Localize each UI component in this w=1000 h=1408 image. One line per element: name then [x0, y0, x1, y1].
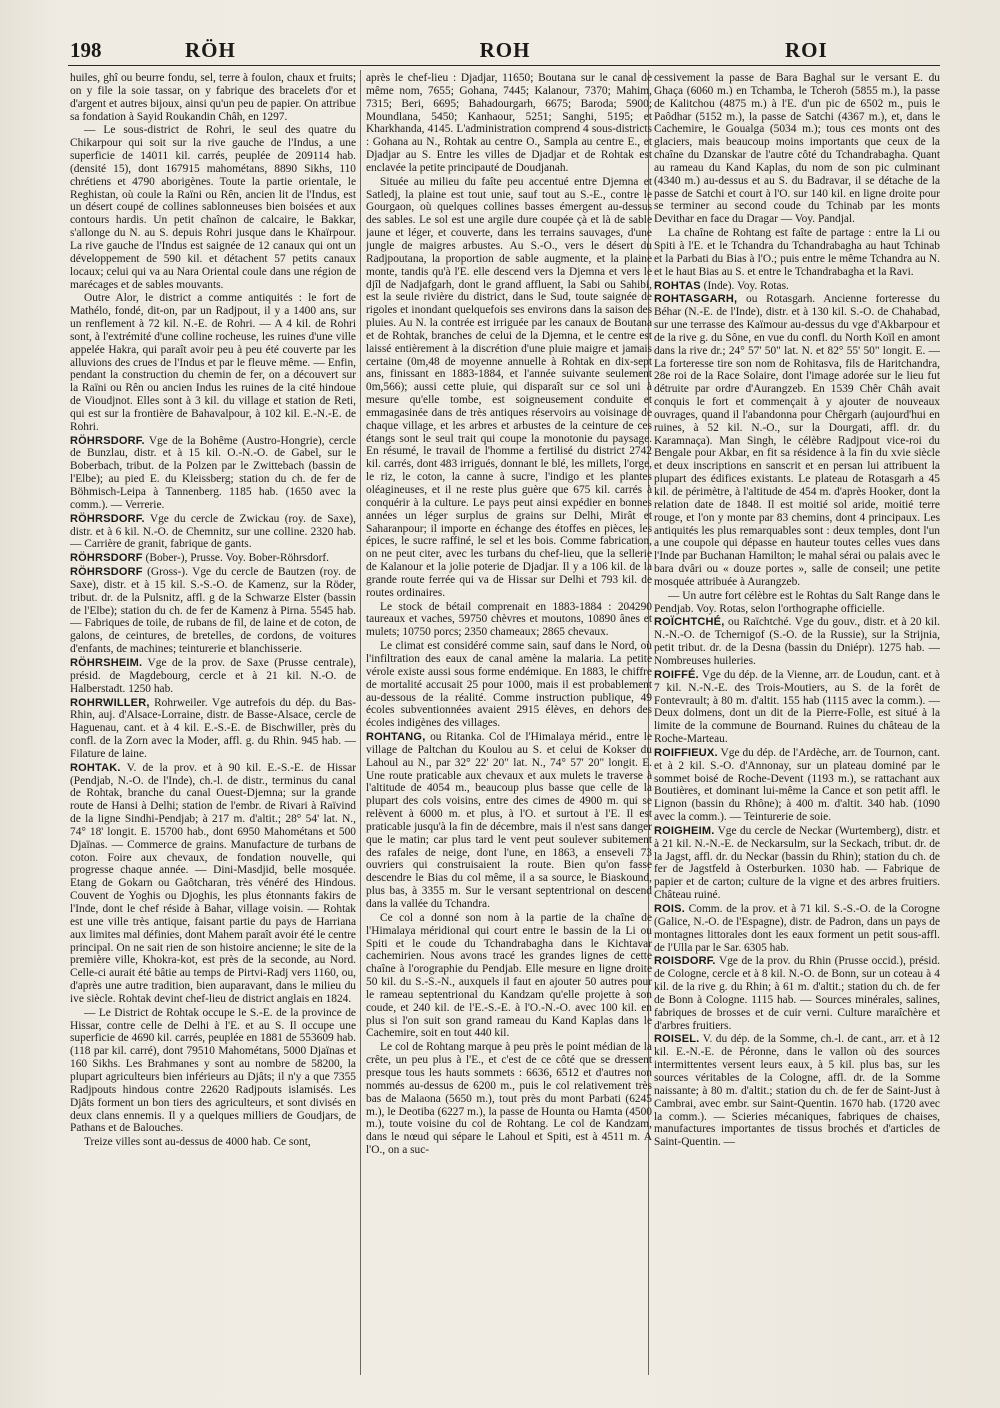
header-rule	[68, 65, 940, 66]
entry-text: Outre Alor, le district a comme antiquités : le fort de Mathélo, fondé, dit-on, par un Radjpout, il y a 1400 ans, sur un renflement à 72 kil. N.-E. de Rohri. — A 4 kil. de Rohri sont, à l'extrémité d'une colline rocheuse, les ruines d'une ville appelée Hakra, qui paraît avoir peu à peu été couverte par les alluvions des crues de l'Indus et par le fleuve même. — Enfin, pendant la construction du chemin de fer, on a découvert sur la Raïni ou Rên ou ancien Indus les ruines de la cité hindoue de Vioudjnot. Elles sont à 3 kil. du village et station de Reti, qui est sur la frontière de Bahavalpour, à 102 kil. E.-N.-E. de Rohri.	[70, 292, 356, 433]
entry-text: Située au milieu du faîte peu accentué entre Djemna et Satledj, la plaine est tout unie, sauf tout au S.-E., contre le Gourgaon, où quelques collines basses émergent au-dessus des sables. Le sol est une argile dure coupée çà et là de sable jaune et léger, et couverte, dans les terrains sauvages, d'une jungle de maigres arbustes. Au S.-O., vers le désert du Radjpoutana, la proportion de sable augmente, et la plaine monte, tandis qu'à l'E. elle descend vers la Djemna et vers le djîl de Nadjafgarh, dont le grand affluent, la Sabi ou Sahibi, est la seule rivière du district, dans le Sud, toute saignée de rigoles et inondant quelquefois ses environs dans la saison des pluies. Au N. la contrée est irriguée par les canaux de Boutana et de Rohtak, branches de celui de la Djemna, et le centre est laissé entièrement à la discrétion d'une pluie maigre et jamais certaine (0m,48 de moyenne annuelle à Rohtak en dix-sept ans, finissant en 1883-1884, et l'année suivante seulement 0m,566); aussi cette pluie, qui disparaît sur ce sol uni à mesure qu'elle tombe, est soigneusement conduite et emmagasinée dans de très antiques réservoirs au voisinage de chaque village, et les arbres et arbustes de la ceinture de ces étangs sont le seul trait qui coupe la monotonie du paysage. En résumé, le travail de l'homme a fertilisé du district 2742 kil. carrés, dont 483 irrigués, donnant le blé, les millets, l'orge, le riz, le coton, la canne à sucre, l'indigo et les plantes oléagineuses, et il ne reste plus guère que 675 kil. carrés à conquérir à la culture. Le pays peut ainsi expédier en bonnes années un léger surplus de grains sur Delhi, Mirât et Saharanpour; il importe en échange des étoffes en pièces, les épices, le sucre raffiné, le sel et les bois. Comme fabrication, on ne peut citer, avec les turbans du chef-lieu, que la sellerie de Kalanour et la jolie poterie de Djadjar. Il y a 106 kil. de la grande route ferrée qui va de Hissar sur Delhi et 793 kil. de routes ordinaires.	[366, 175, 652, 599]
dictionary-entry	[366, 731, 652, 911]
entry-text: Le climat est considéré comme sain, sauf dans le Nord, où l'infiltration des eaux de canal amène la malaria. La petite vérole existe aussi sous forme endémique. En 1883, le chiffre de mortalité accusait 25 pour 1000, mais il est probablement au-dessous de la réalité. Comme instruction publique, 49 écoles subventionnées avaient 2915 élèves, en dehors des écoles indigènes des villages.	[366, 640, 652, 730]
dictionary-entry	[654, 825, 940, 902]
entry-text: Rohrweiler. Vge autrefois du dép. du Bas-Rhin, auj. d'Alsace-Lorraine, distr. de Basse-Alsace, cercle de Haguenau, cant. et à 4 kil. E.-S.-E. de Bischwiller, près du confl. de la Zorn avec la Moder, affl. g. du Rhin. 945 hab. — Filature de laine.	[70, 696, 356, 760]
entry-headword: ROÏCHTCHÉ,	[654, 616, 725, 629]
dictionary-entry	[654, 616, 940, 667]
entry-headword: ROHTAK.	[70, 761, 121, 774]
column-divider	[360, 70, 361, 1375]
dictionary-entry	[70, 566, 356, 656]
entry-text: — Le sous-district de Rohri, le seul des quatre du Chikarpour qui soit sur la rive gauche de l'Indus, a une superficie de 14011 kil. carrés, peuplée de 209114 hab. (densité 15), dont 167915 mahométans, 8890 Sikhs, 110 chrétiens et 4790 aborigènes. Toute la partie orientale, le Reghistan, où coule la Raïni ou Rên, ancien lit de l'Indus, est un désert coupé de collines sablonneuses bien boisées et aux contours hardis. Un petit chaînon de calcaire, le Bakkar, s'allonge du N. au S. depuis Rohri jusque dans le Khaïrpour. La rive gauche de l'Indus est saignée de 12 canaux qui ont un développement de 590 kil. et détachent 57 petits canaux locaux; celui qui va au Nara Oriental coule dans une région de marécages et de sables mouvants.	[70, 124, 356, 291]
entry-headword: ROISEL.	[654, 1033, 700, 1046]
entry-text: Ce col a donné son nom à la partie de la chaîne de l'Himalaya méridional qui court entre le bassin de la Li ou Spiti et le coude du Tchandrabagha dans le Kichtavar cachemirien. Nous avons tracé les grandes lignes de cette chaîne à l'orographie du Pendjab. Elle mesure en ligne droite 50 kil. du S.-S.-N., auxquels il faut en ajouter 50 autres pour le rameau septentrional du Kandzam qu'elle projette à son coude, et 240 kil. de l'E.-S.-E. à l'O.-N.-O. avec 100 kil. en plus si l'on suit son grand rameau du Kand Kaplas dans le Cachemire, soit en tout 440 kil.	[366, 911, 652, 1040]
entry-text: Le stock de bétail comprenait en 1883-1884 : 204290 taureaux et vaches, 59750 chèvres et moutons, 10890 ânes et mulets; 10750 porcs; 2350 chameaux; 2865 chevaux.	[366, 600, 652, 639]
entry-paragraph	[654, 72, 940, 226]
entry-paragraph	[654, 590, 940, 616]
dictionary-entry	[70, 513, 356, 552]
entry-headword: RÖHRSDORF.	[70, 512, 145, 525]
entry-paragraph	[654, 227, 940, 278]
entry-text: (Bober-), Prusse. Voy. Bober-Röhrsdorf.	[142, 552, 330, 565]
entry-paragraph	[366, 912, 652, 1040]
entry-headword: RÖHRSHEIM.	[70, 656, 143, 669]
entry-headword: ROHTANG,	[366, 731, 426, 744]
entry-headword: ROIFFÉ.	[654, 668, 699, 681]
entry-text: V. de la prov. et à 90 kil. E.-S.-E. de Hissar (Pendjab, N.-O. de l'Inde), ch.-l. de distr., terminus du canal de Rohtak, branche du canal Ouest-Djemna; sur la grande route de Hansi à Delhi; station de l'embr. de Rivari à Raïvind de la ligne Sindhi-Pendjab; à 217 m. d'altit.; 28° 54' lat. N., 74° 18' longit. E. 15700 hab., dont 6950 Mahométans et 500 Djaïnas. — Commerce de grains. Manufacture de turbans de coton. Foire aux chevaux, de fondation nouvelle, qui progresse chaque année. — Dini-Masdjid, belle mosquée. Etang de Gokarn ou Gaôtcharan, très vénéré des Hindous. Couvent de Yoghis ou Djoghis, les plus étonnants fakirs de l'Inde, dont le chef réside à Bahar, village voisin. — Rohtak est une ville très antique, faisant partie du pays de Harriana aux limites mal définies, dont Mahem paraît avoir été le centre principal. On ne sait rien de son histoire ancienne; le site de la première ville, Khokra-kot, est près de la seconde, au Nord. Celle-ci aurait été bâtie au temps de Pirtvi-Radj vers 1160, ou, d'après une autre tradition, bien auparavant, dans le milieu du ive siècle. Rohtak devint chef-lieu de district anglais en 1824.	[70, 761, 356, 1005]
entry-text: Comm. de la prov. et à 71 kil. S.-S.-O. de la Corogne (Galice, N.-O. de l'Espagne), distr. de Padron, dans un pays de montagnes littorales dont les eaux forment un petit sous-affl. de l'Ulla par le Sar. 6305 hab.	[654, 903, 940, 954]
entry-paragraph	[70, 124, 356, 291]
running-head-left: RÖH	[185, 38, 236, 62]
entry-text: ou Ritanka. Col de l'Himalaya mérid., entre le village de Paltchan du Koulou au S. et celui de Kokser du Lahoul au N., par 32° 22' 20" lat. N., 74° 57' 20" longit. E. Une route praticable aux chevaux et aux mulets le traverse à l'altitude de 4054 m., beaucoup plus basse que celle de la plupart des cols voisins, entre des cimes de 4900 m. qui se relèvent à 6000 m. et plus, à l'O. et surtout à l'E. Il est praticable jusqu'à la fin de décembre, mais il n'est sans danger que le matin; car plus tard le vent peut soulever subitement des rafales de neige, dont l'une, en 1863, a enseveli 73 ouvriers qui construisaient la route. Bien qu'on fasse descendre le Bias du col même, il a sa source, le Biaskound, plus bas, à 3355 m. Sur le versant septentrional on descend dans la vallée du Tchandra.	[366, 731, 652, 910]
entry-text: Vge du cercle de Zwickau (roy. de Saxe), distr. et à 6 kil. N.-O. de Chemnitz, sur une colline. 2320 hab. — Carrière de granit, fabrique de gants.	[70, 512, 356, 551]
entry-text: — Un autre fort célèbre est le Rohtas du Salt Range dans le Pendjab. Voy. Rotas, selon l'orthographe officielle.	[654, 589, 940, 615]
page-number: 198	[70, 38, 102, 62]
entry-paragraph	[366, 72, 652, 175]
entry-headword: ROIFFIEUX.	[654, 746, 718, 759]
entry-text: Vge de la prov. du Rhin (Prusse occid.), présid. de Cologne, cercle et à 8 kil. N.-O. de Bonn, sur un coteau à 4 kil. de la rive g. du Rhin; à 61 m. d'altit.; station du ch. de fer de Bonn à Cologne. 1115 hab. — Sources minérales, salines, fabriques de brosses et de cuir verni. Culture maraîchère et d'arbres fruitiers.	[654, 955, 940, 1032]
entry-paragraph	[366, 176, 652, 600]
entry-text: Vge de la Bohême (Austro-Hongrie), cercle de Bunzlau, distr. et à 15 kil. O.-N.-O. de Gabel, sur le Boberbach, tribut. de la Polzen par le Zwittebach (bassin de l'Elbe); au pied E. du Kleissberg; station du ch. de fer de Böhmisch-Leipa à Tannenberg. 1185 hab. (1650 avec la comm.). — Verrerie.	[70, 434, 356, 511]
dictionary-entry	[654, 903, 940, 954]
entry-paragraph	[70, 1136, 356, 1149]
entry-text: (Inde). Voy. Rotas.	[700, 279, 789, 292]
entry-paragraph	[366, 1041, 652, 1157]
dictionary-entry	[654, 669, 940, 746]
entry-headword: ROIGHEIM.	[654, 824, 715, 837]
entry-text: V. du dép. de la Somme, ch.-l. de cant., arr. et à 12 kil. E.-N.-E. de Péronne, dans le vallon où des sources intermittentes versent leurs eaux, à 5 kil. plus bas, sur les sources véritables de la Cologne, affl. dr. de la Somme naissante; à 80 m. d'altit.; station du ch. de fer de Saint-Just à Cambrai, avec embr. sur Saint-Quentin. 1670 hab. (1720 avec la comm.). — Scieries mécaniques, fabriques de chaises, manufactures importantes de tissus brochés et d'articles de Saint-Quentin. —	[654, 1033, 940, 1149]
entry-paragraph	[70, 1007, 356, 1135]
dictionary-entry	[70, 435, 356, 512]
dictionary-entry	[654, 293, 940, 588]
entry-text: ou Raïchtché. Vge du gouv., distr. et à 20 kil. N.-N.-O. de Tchernigof (S.-O. de la Russie), sur la Strijnia, petit tribut. dr. de la Desna (bassin du Dniépr). 1275 hab. — Nombreuses huileries.	[654, 616, 940, 667]
entry-text: cessivement la passe de Bara Baghal sur le versant E. du Ghaça (6060 m.) en Tchamba, le Tcheroh (5855 m.), la passe de Kalitchou (4875 m.) à l'E. d'un pic de 6502 m., puis le Paôdhar (5152 m.), la passe de Satchi (4367 m.), et, dans le Cachemire, le Goualga (5034 m.); tous ces monts ont des glaciers, mais beaucoup moins importants que ceux de la chaîne du Dzanskar de l'autre côté du Tchandrabagha. Quant au rameau du Kand Kaplas, du nom de son pic culminant (4340 m.) au-dessus et au S. du Badravar, il se détache de la passe de Satchi et court à l'O. sur 140 kil. en ligne droite pour se terminer au second coude du Tchinab par les monts Devithar en face du Dragar — Voy. Pandjal.	[654, 72, 940, 226]
entry-text: après le chef-lieu : Djadjar, 11650; Boutana sur le canal de même nom, 7655; Gohana, 7445; Kalanour, 7370; Mahim, 7315; Beri, 6695; Bahadourgarh, 6675; Baroda; 5900; Moundlana, 5450; Kanhaour, 5251; Sanghi, 5195; et Kharkhanda, 4145. L'administration comprend 4 sous-districts : Gohana au N., Rohtak au centre O., Sampla au centre E., et Djadjar au S. Entre les villes de Djadjar et de Rohtak est enclavée la petite principauté de Doudjanah.	[366, 72, 652, 174]
dictionary-entry	[654, 955, 940, 1032]
text-column-2	[366, 72, 652, 1382]
entry-headword: RÖHRSDORF	[70, 552, 143, 565]
entry-headword: ROHTASGARH,	[654, 293, 738, 306]
entry-text: Vge de la prov. de Saxe (Prusse centrale), présid. de Magdebourg, cercle et à 21 kil. N.-O. de Halberstadt. 1250 hab.	[70, 656, 356, 695]
dictionary-entry	[654, 1033, 940, 1149]
dictionary-entry	[654, 747, 940, 824]
page-header	[0, 38, 1000, 66]
dictionary-entry	[70, 762, 356, 1006]
dictionary-entry	[654, 280, 940, 293]
entry-headword: ROHTAS	[654, 279, 701, 292]
entry-headword: ROHRWILLER,	[70, 696, 150, 709]
entry-text: Vge du dép. de la Vienne, arr. de Loudun, cant. et à 7 kil. N.-N.-E. des Trois-Moutiers, au S. de la forêt de Fontevrault; à 80 m. d'altit. 155 hab (1115 avec la comm.). — Deux dolmens, dont un dit de la Pierre-Folle, est situé à la limite de la commune de Bournand. Ruines du château de la Roche-Marteau.	[654, 668, 940, 746]
dictionary-entry	[70, 552, 356, 565]
entry-paragraph	[70, 292, 356, 433]
entry-headword: RÖHRSDORF.	[70, 434, 145, 447]
entry-paragraph	[366, 640, 652, 730]
entry-headword: ROIS.	[654, 903, 685, 915]
entry-headword: RÖHRSDORF	[70, 566, 143, 579]
entry-paragraph	[70, 72, 356, 123]
text-column-1	[70, 72, 356, 1382]
running-head-right: ROI	[785, 38, 828, 62]
entry-text: — Le District de Rohtak occupe le S.-E. de la province de Hissar, contre celle de Delhi à l'E. et au S. Il occupe une superficie de 4690 kil. carrés, peuplée en 1881 de 553609 hab. (118 par kil. carré), dont 79510 Mahométans, 5000 Djaïnas et 160 Sikhs. Les Brahmanes y sont au nombre de 58200, la plupart agriculteurs bien inférieurs au Djâts; il n'y a que 7355 Radjpouts hindous contre 22620 Radjpouts islamisés. Les Djâts forment un bon tiers des agriculteurs, et sont divisés en deux clans ennemis. Il y a quelques milliers de Goudjars, de Pathans et de Balouches.	[70, 1006, 356, 1135]
dictionary-entry	[70, 657, 356, 696]
entry-text: Vge du cercle de Neckar (Wurtemberg), distr. et à 21 kil. N.-N.-E. de Neckarsulm, sur la Seckach, tribut. dr. de la Jagst, affl. dr. du Neckar (bassin du Rhin); station du ch. de fer de Jagstfeld à Osterburken. 1030 hab. — Fabrique de papier et de carton; culture de la vigne et des arbres fruitiers. Château ruiné.	[654, 824, 940, 902]
running-head-center: ROH	[479, 38, 531, 62]
dictionary-entry	[70, 697, 356, 761]
entry-text: Le col de Rohtang marque à peu près le point médian de la crête, un peu plus à l'E., et c'est de ce côté que se dressent presque tous les hauts sommets : 6636, 6512 et d'autres non nommés au-dessus de 6200 m., puis le col relativement très bas de Malaona (5650 m.), tout près du mont Parbati (6245 m.), le Deotiba (6227 m.), la passe de Hounta ou Hamta (4500 m.), toute voisine du col de Rohtang. Le col de Kandzam, dans le nœud qui sépare le Lahoul et Spiti, est à 4511 m. A l'O., on a suc-	[366, 1041, 652, 1157]
entry-headword: ROISDORF.	[654, 955, 716, 968]
entry-text: La chaîne de Rohtang est faîte de partage : entre la Li ou Spiti à l'E. et le Tchandra du Tchandrabagha au haut Tchinab et la Parbati du Bias à l'O.; puis entre le même Tchandra au N. et le haut Bias au S. et entre le Tchandrabagha et la Ravi.	[654, 227, 940, 278]
text-column-3	[654, 72, 940, 1382]
entry-text: Vge du dép. de l'Ardèche, arr. de Tournon, cant. et à 2 kil. S.-O. d'Annonay, sur un plateau dominé par le sommet boisé de Roche-Devent (1193 m.), se rattachant aux Boutières, et dominant lui-même la Cance et son petit affl. le Lignon (bassin du Rhône); à 400 m. d'altit. 340 hab. (1090 avec la comm.). — Teinturerie de soie.	[654, 746, 940, 824]
entry-text: huiles, ghî ou beurre fondu, sel, terre à foulon, chaux et fruits; on y file la soie tassar, on y fabrique des bracelets d'or et d'argent et autres bijoux, ainsi qu'un peu de papier. On attribue sa fondation à Sayid Roukandin Châh, en 1297.	[70, 72, 356, 123]
entry-text: ou Rotasgarh. Ancienne forteresse du Béhar (N.-E. de l'Inde), distr. et à 130 kil. S.-O. de Chahabad, sur une terrasse des Kaïmour au-dessus du vge d'Akbarpour et de la rive g. du Sône, en vue du confl. du North Koïl en amont dans la rive dr.; 24° 57' 50" lat. N. et 82° 55' 50" longit. E. — La forteresse tire son nom de Rohitasva, fils de Haritchandra, 28e roi de la Race Solaire, dont l'image adorée sur le lieu fut détruite par ordre d'Aurangzeb. En 1539 Chêr Châh avait conquis le fort et commençait à y ajouter de nouveaux ouvrages, quand il l'abandonna pour Chêrgarh (aujourd'hui en ruines, à 52 kil. N.-O., sur la Dourgati, affl. dr. du Karamnaça). Man Singh, le célèbre Radjpout vice-roi du Bengale pour Akbar, en fit sa résidence à la fin du xvie siècle et deux inscriptions en sanscrit et en persan lui attribuent la plupart des édifices existants. Le plateau de Rotasgarh a 45 kil. de périmètre, à l'altitude de 454 m. d'après Hooker, dont la relation date de 1848. Il est moitié sol aride, moitié terre rouge, et l'on y monte par 83 chemins, dont 4 principaux. Les antiquités les plus remarquables sont : deux temples, dont l'un a une coupole qui dépasse en hauteur toutes celles vues dans l'Inde par Buchanan Hamilton; le mahal sérai ou palais avec le bara dvâri ou « douze portes », salle de conseil; une petite mosquée attribuée à Aurangzeb.	[654, 293, 940, 588]
entry-paragraph	[366, 601, 652, 640]
entry-text: (Gross-). Vge du cercle de Bautzen (roy. de Saxe), distr. et à 15 kil. S.-S.-O. de Kamenz, sur la Röder, tribut. dr. de la Pulsnitz, affl. g de la Schwarze Elster (bassin de l'Elbe); station du ch. de fer de Kamenz à Pirna. 5545 hab. — Fabriques de toile, de rubans de fil, de laine et de coton, de galons, de ceintures, de bretelles, de cordons, de voitures d'enfants, de machines; teinturerie et blanchisserie.	[70, 566, 356, 656]
entry-text: Treize villes sont au-dessus de 4000 hab. Ce sont,	[84, 1136, 311, 1149]
